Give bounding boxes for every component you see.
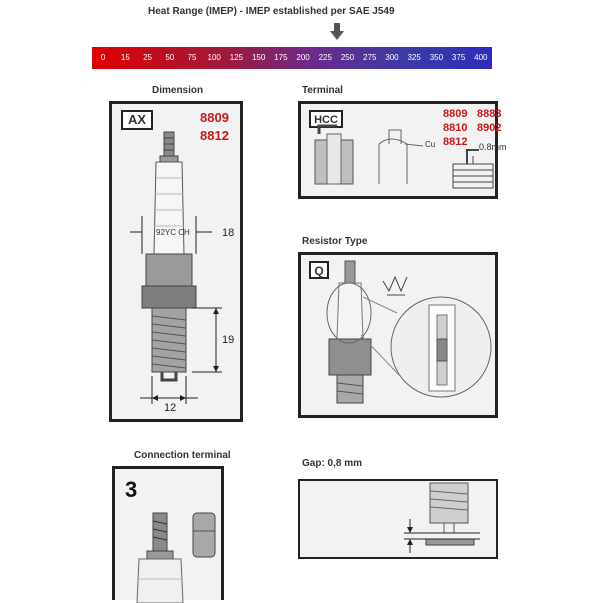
resistor-header: Resistor Type	[302, 236, 368, 247]
heat-range-tick: 15	[120, 53, 130, 62]
dimension-code-1: 8809	[200, 110, 229, 125]
connection-terminal-header: Connection terminal	[134, 450, 231, 461]
reach-label: 19	[222, 334, 235, 346]
heat-range-tick: 50	[165, 53, 175, 62]
heat-range-tick: 100	[207, 53, 221, 62]
heat-range-title: Heat Range (IMEP) - IMEP established per SAE J549	[148, 6, 395, 17]
copper-core-label: Cu	[425, 140, 436, 149]
terminal-electrode-drawings	[301, 104, 501, 202]
terminal-type-tag: HCC	[309, 110, 343, 128]
terminal-code-4: 8902	[477, 122, 502, 134]
terminal-gap-label: 0.8mm	[479, 142, 507, 152]
heat-range-tick: 125	[229, 53, 244, 62]
connection-terminal-number: 3	[125, 477, 138, 502]
terminal-code-3: 8810	[443, 122, 468, 134]
heat-range-tick: 225	[318, 53, 332, 62]
gap-header: Gap: 0,8 mm	[302, 458, 363, 469]
gap-drawing	[300, 481, 500, 561]
heat-range-tick: 150	[251, 53, 266, 62]
heat-range-tick: 0	[100, 53, 106, 62]
hex-size-label: 18	[222, 227, 235, 239]
heat-range-tick: 375	[451, 53, 466, 62]
heat-range-tick: 350	[429, 53, 444, 62]
spark-plug-dimension-drawing	[112, 104, 246, 425]
heat-range-tick: 400	[474, 53, 488, 62]
resistor-panel	[298, 252, 498, 418]
gap-panel	[298, 479, 498, 559]
resistor-plug-drawing	[301, 255, 501, 421]
heat-range-tick: 325	[407, 53, 421, 62]
terminal-panel	[298, 101, 507, 199]
connection-terminal-drawing	[115, 469, 227, 603]
terminal-code-5: 8812	[443, 136, 468, 148]
thread-diameter-label: 12	[164, 402, 177, 414]
heat-range-tick: 200	[296, 53, 310, 62]
heat-range-tick: 175	[274, 53, 288, 62]
resistor-type-tag: Q	[309, 261, 329, 279]
connection-terminal-panel	[112, 466, 224, 600]
plug-insulator-text: 92YC CH	[156, 228, 190, 237]
heat-range-marker-arrow	[330, 23, 344, 41]
heat-range-tick: 25	[143, 53, 152, 62]
heat-range-tick: 300	[385, 53, 399, 62]
dimension-header: Dimension	[152, 85, 204, 96]
heat-range-tick: 275	[363, 53, 377, 62]
heat-range-tick: 75	[187, 53, 197, 62]
heat-range-tick: 250	[340, 53, 355, 62]
terminal-code-1: 8809	[443, 108, 468, 120]
terminal-code-2: 8883	[477, 108, 502, 120]
dimension-type-tag: AX	[121, 110, 153, 130]
dimension-code-2: 8812	[200, 128, 229, 143]
terminal-header: Terminal	[302, 85, 343, 96]
heat-range-scale	[92, 47, 492, 69]
dimension-panel	[109, 101, 243, 422]
